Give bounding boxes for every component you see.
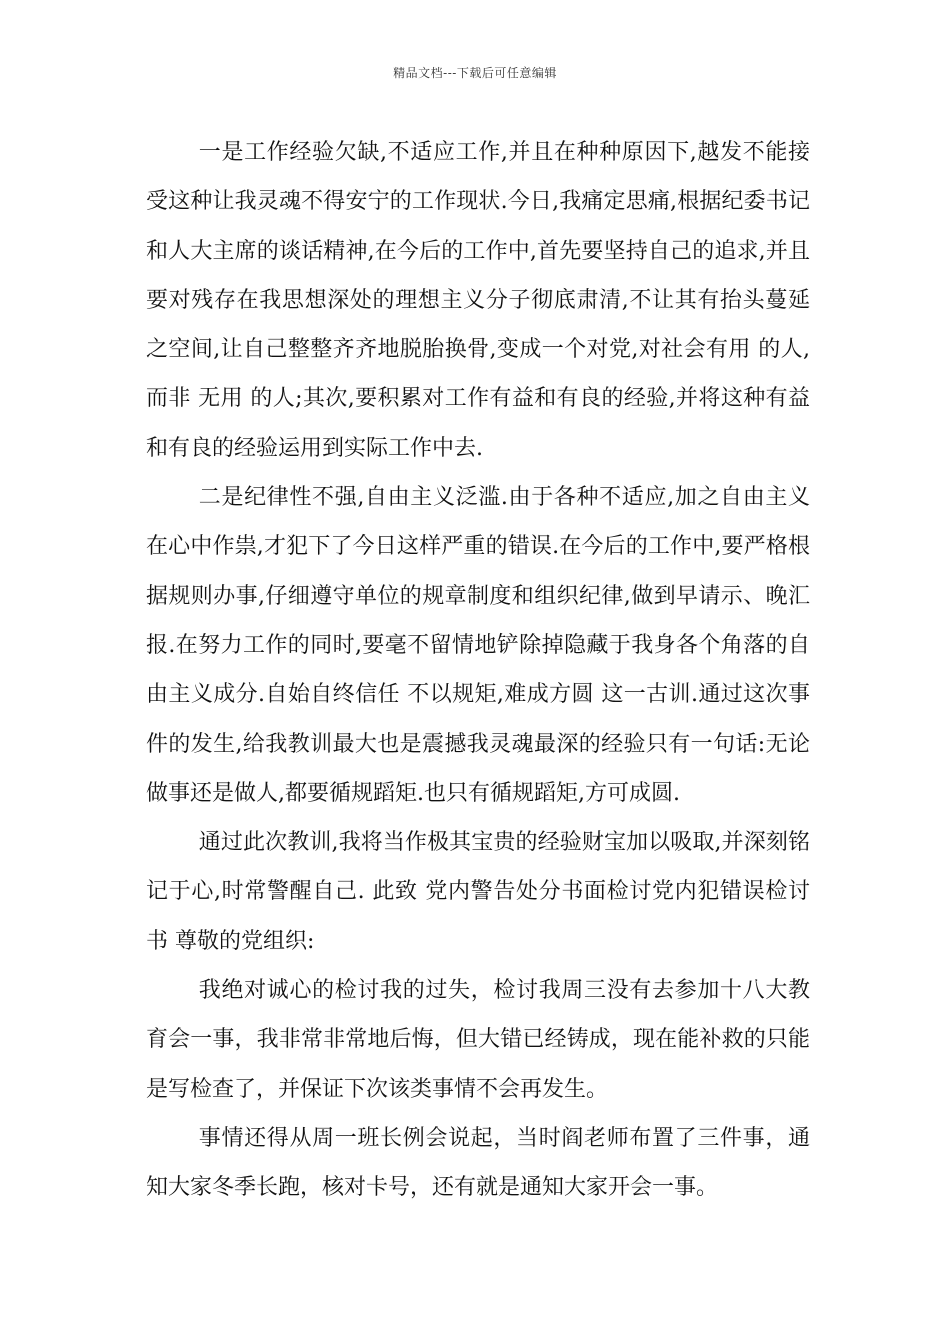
- paragraph: 通过此次教训,我将当作极其宝贵的经验财宝加以吸取,并深刻铭记于心,时常警醒自己. 此致 党内警告处分书面检讨党内犯错误检讨书 尊敬的党组织:: [146, 830, 810, 954]
- document-body: [146, 128, 810, 1213]
- paragraph: 事情还得从周一班长例会说起，当时阎老师布置了三件事，通知大家冬季长跑，核对卡号，还有就是通知大家开会一事。: [146, 1125, 810, 1201]
- paragraph: 二是纪律性不强,自由主义泛滥.由于各种不适应,加之自由主义在心中作祟,才犯下了今日这样严重的错误.在今后的工作中,要严格根据规则办事,仔细遵守单位的规章制度和组织纪律,做到早请示、晚汇报.在努力工作的同时,要毫不留情地铲除掉隐藏于我身各个角落的自由主义成分.自始自终信任 不以规矩,难成方圆 这一古训.通过这次事件的发生,给我教训最大也是震撼我灵魂最深的经验只有一句话:无论做事还是做人,都要循规蹈矩.也只有循规蹈矩,方可成圆.: [146, 485, 810, 806]
- paragraph: 我绝对诚心的检讨我的过失，检讨我周三没有去参加十八大教育会一事，我非常非常地后悔，但大错已经铸成，现在能补救的只能是写检查了，并保证下次该类事情不会再发生。: [146, 978, 810, 1102]
- paragraph: 一是工作经验欠缺,不适应工作,并且在种种原因下,越发不能接受这种让我灵魂不得安宁的工作现状.今日,我痛定思痛,根据纪委书记和人大主席的谈话精神,在今后的工作中,首先要坚持自己的追求,并且要对残存在我思想深处的理想主义分子彻底肃清,不让其有抬头蔓延之空间,让自己整整齐齐地脱胎换骨,变成一个对党,对社会有用 的人,而非 无用 的人;其次,要积累对工作有益和有良的经验,并将这种有益和有良的经验运用到实际工作中去.: [146, 140, 810, 461]
- page-header: 精品文档---下载后可任意编辑: [393, 66, 557, 80]
